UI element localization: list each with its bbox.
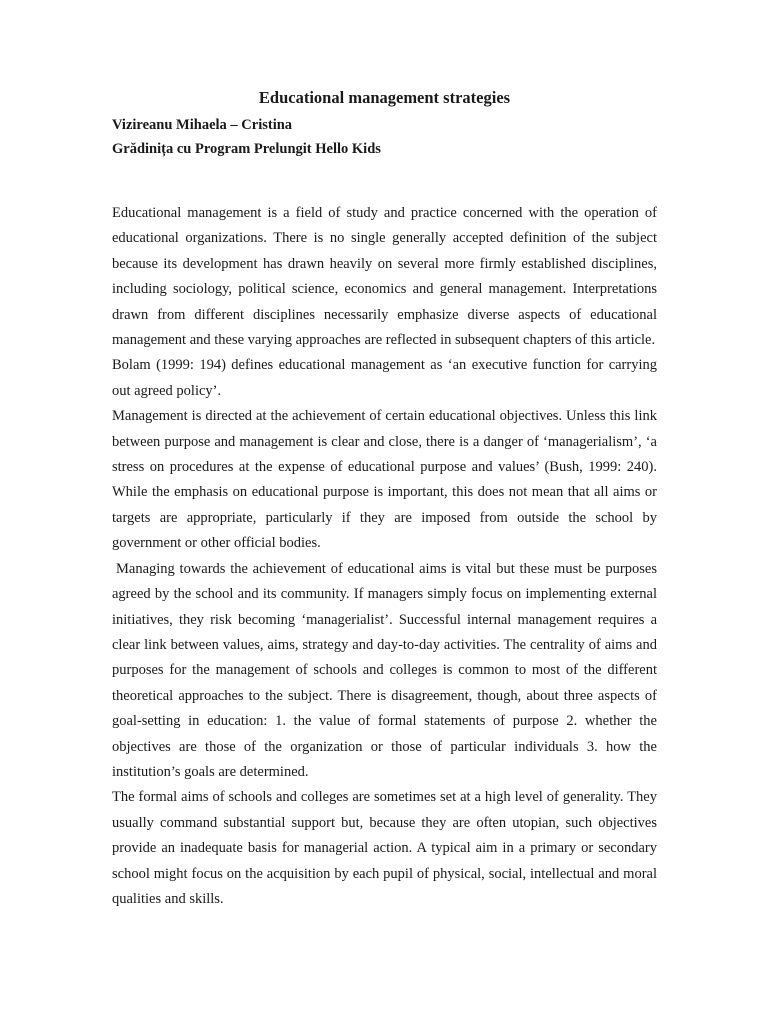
body-paragraph-1: Educational management is a field of study and practice concerned with the operation of educational organizations. There is no single generally accepted definition of the subject because its development has drawn heavily on several more firmly established disciplines, including sociology, political science, economics and general management. Interpretations drawn from different disciplines necessarily emphasize diverse aspects of educational management and these varying approaches are reflected in subsequent chapters of this article.	[112, 205, 657, 349]
document-title: Educational management strategies	[258, 88, 511, 107]
body-paragraph-3: Management is directed at the achievement of certain educational objectives. Unless this link between purpose and management is clear and close, there is a danger of ‘managerialism’, ‘a stress on procedures at the expense of educational purpose and values’ (Bush, 1999: 240). While the emphasis on educational purpose is important, this does not mean that all aims or targets are appropriate, particularly if they are imposed from outside the school by government or other official bodies.	[112, 408, 657, 552]
body-paragraph-4: Managing towards the achievement of educational aims is vital but these must be purposes agreed by the school and its community. If managers simply focus on implementing external initiatives, they risk becoming ‘managerialist’. Successful internal management requires a clear link between values, aims, strategy and day-to-day activities. The centrality of aims and purposes for the management of schools and colleges is common to most of the different theoretical approaches to the subject. There is disagreement, though, about three aspects of goal-setting in education: 1. the value of formal statements of purpose 2. whether the objectives are those of the organization or those of particular individuals 3. how the institution’s goals are determined.	[112, 560, 657, 780]
body-paragraph-2: Bolam (1999: 194) defines educational management as ‘an executive function for carrying out agreed policy’.	[112, 357, 657, 399]
institution-name: Grădinița cu Program Prelungit Hello Kids	[112, 141, 381, 157]
document-page	[112, 86, 657, 912]
author-name: Vizireanu Mihaela – Cristina	[112, 117, 293, 133]
spacer	[112, 161, 657, 201]
body-paragraph-5: The formal aims of schools and colleges are sometimes set at a high level of generality. They usually command substantial support but, because they are often utopian, such objectives provide an inadequate basis for managerial action. A typical aim in a primary or secondary school might focus on the acquisition by each pupil of physical, social, intellectual and moral qualities and skills.	[112, 789, 657, 907]
